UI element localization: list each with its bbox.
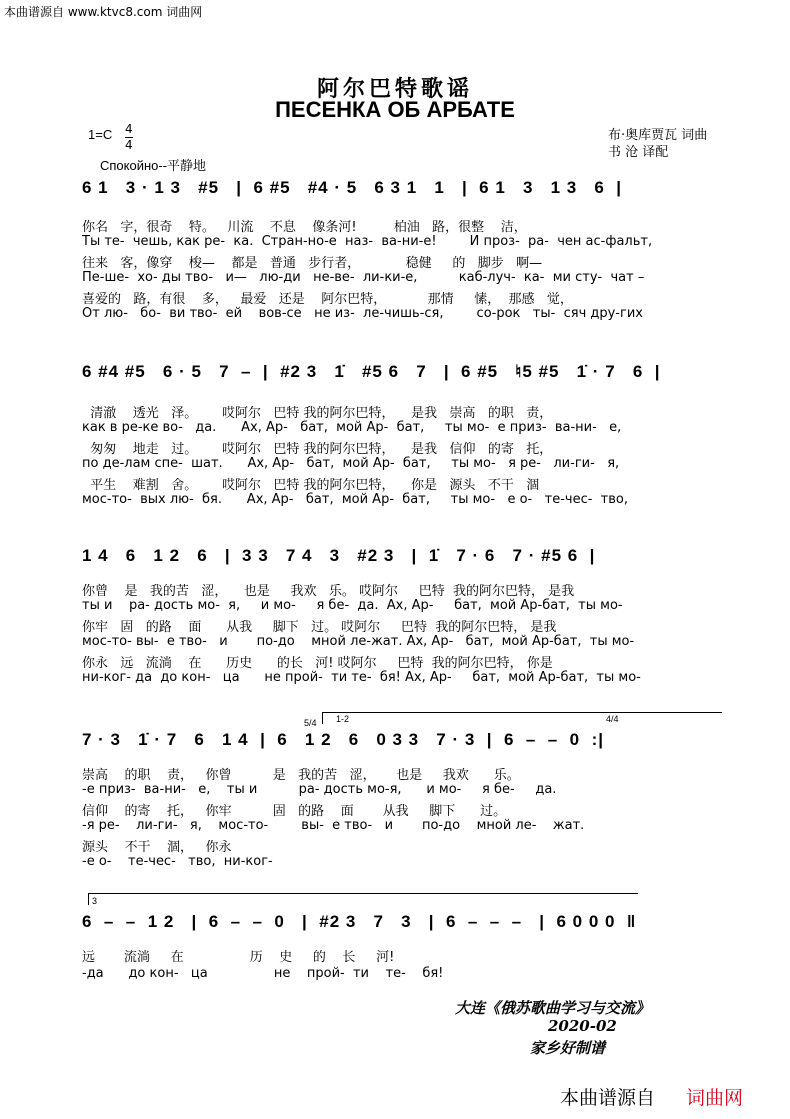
tempo-marking: Спокойно--平静地 [100, 158, 207, 173]
volta-bracket-edge [88, 893, 89, 905]
lyric-line: 往来 客，像穿 梭— 都是 普通 步行者， 稳健 的 脚步 啊— [82, 256, 543, 271]
meter-change-5-4: 5/4 [304, 718, 317, 728]
lyric-line: Пе-ше- хо- ды тво- и— лю-ди не-ве- ли-ки-е, каб-луч- ка- ми сту- чат – [82, 270, 645, 285]
lyric-line: -да до кон- ца не прой- ти те- бя! [82, 966, 444, 981]
lyric-line: 平生 难割 舍。 哎阿尔 巴特 我的阿尔巴特， 你是 源头 不干 涸 [82, 478, 540, 493]
lyric-line: Ты те- чешь, как ре- ка. Стран-но-е наз- ва-ни-е! И проз- ра- чен ас-фальт, [82, 234, 653, 249]
notes-row: 6 – – 1 2 | 6 – – 0 | #2 3 7 3 | 6 – – – | 6 0 0 0 ‖ [82, 912, 637, 931]
title-chinese: 阿尔巴特歌谣 [316, 76, 473, 102]
footer-source: 大连《俄苏歌曲学习与交流》 [455, 999, 651, 1017]
lyric-line: 清澈 透光 泽。 哎阿尔 巴特 我的阿尔巴特， 是我 崇高 的职 责， [82, 406, 553, 421]
title-russian: ПЕСЕНКА ОБ АРБАТЕ [275, 97, 515, 122]
lyric-line: 匆匆 地走 过。 哎阿尔 巴特 我的阿尔巴特， 是我 信仰 的寄 托， [82, 442, 553, 457]
lyric-line: по де-лам спе- шат. Ах, Ар- бат, мой Ар- бат, ты мо- я ре- ли-ги- я, [82, 456, 620, 471]
lyric-line: мос-то- вы- е тво- и по-до мной ле-жат. Ах, Ар- бат, мой Ар-бат, ты мо- [82, 634, 635, 649]
lyric-line: -я ре- ли-ги- я, мос-то- вы- е тво- и по-до мной ле- жат. [82, 818, 585, 833]
footer-date: 2020-02 [548, 1017, 617, 1035]
lyric-line: мос-то- вых лю- бя. Ах, Ар- бат, мой Ар- бат, ты мо- е о- те-чес- тво, [82, 492, 628, 507]
lyric-line: 喜爱的 路，有很 多， 最爱 还是 阿尔巴特， 那情 愫， 那感 觉， [82, 292, 573, 307]
volta-label: 1-2 [336, 714, 350, 724]
credit-lyrics-music: 布·奥库贾瓦 词曲 [608, 128, 708, 143]
footer-maker: 家乡好制谱 [530, 1039, 606, 1057]
lyric-line: 你牢 固 的路 面 从我 脚下 过。 哎阿尔 巴特 我的阿尔巴特， 是我 [82, 620, 557, 635]
time-signature: $\frac{4}{4}$ [125, 122, 133, 152]
site-header: 本曲谱源自 www.ktvc8.com 词曲网 [4, 5, 203, 19]
lyric-line: 源头 不干 涸， 你永 [82, 840, 232, 855]
lyric-line: -е о- те-чес- тво, ни-ког- [82, 854, 273, 869]
lyric-line: 你永 远 流淌 在 历史 的长 河! 哎阿尔 巴特 我的阿尔巴特， 你是 [82, 656, 553, 671]
watermark-site: 词曲网 [686, 1087, 744, 1109]
notes-row: 1 4 6 1 2 6 | 3 3 7 4 3 #2 3 | 1̇ 7 · 6 7 · #5 6 | [82, 546, 596, 565]
volta-bracket-3 [88, 893, 638, 894]
watermark-source: 本曲谱源自 [560, 1087, 656, 1109]
notes-row: 7 · 3 1̇ · 7 6 1 4 | 6 1 2 6 0 3 3 7 · 3 | 6 – – 0 :| [82, 730, 604, 749]
lyric-line: 你名 字，很奇 特。 川流 不息 像条河! 柏油 路，很整 洁， [82, 220, 527, 235]
lyric-line: 信仰 的寄 托， 你牢 固 的路 面 从我 脚下 过。 [82, 804, 507, 819]
lyric-line: 你曾 是 我的苦 涩， 也是 我欢 乐。 哎阿尔 巴特 我的阿尔巴特， 是我 [82, 584, 575, 599]
lyric-line: как в ре-ке во- да. Ах, Ар- бат, мой Ар- бат, ты мо- е приз- ва-ни- е, [82, 420, 622, 435]
volta-bracket-1-2 [322, 712, 722, 713]
lyric-line: -е приз- ва-ни- е, ты и ра- дость мо-я, и мо- я бе- да. [82, 782, 557, 797]
notes-row: 6 #4 #5 6 · 5 7 – | #2 3 1̇ #5 6 7 | 6 #5 ♮5 #5 1̇ · 7 6 | [82, 362, 661, 381]
lyric-line: ты и ра- дость мо- я, и мо- я бе- да. Ах, Ар- бат, мой Ар-бат, ты мо- [82, 598, 623, 613]
credit-translation: 书 沧 译配 [608, 145, 669, 160]
lyric-line: 远 流淌 在 历 史 的 长 河! [82, 950, 395, 965]
notes-row: 6 1 3 · 1 3 #5 | 6 #5 #4 · 5 6 3 1 1 | 6 1 3 1 3 6 | [82, 178, 623, 197]
lyric-line: ни-ког- да до кон- ца не прой- ти те- бя! Ах, Ар- бат, мой Ар-бат, ты мо- [82, 670, 641, 685]
key-signature: 1=C [88, 127, 113, 142]
volta-label: 3 [92, 896, 98, 906]
volta-bracket-edge [322, 712, 323, 724]
lyric-line: 崇高 的职 责， 你曾 是 我的苦 涩， 也是 我欢 乐。 [82, 768, 520, 783]
meter-change-4-4: 4/4 [606, 714, 619, 724]
lyric-line: От лю- бо- ви тво- ей вов-се не из- ле-чишь-ся, со-рок ты- сяч дру-гих [82, 306, 643, 321]
